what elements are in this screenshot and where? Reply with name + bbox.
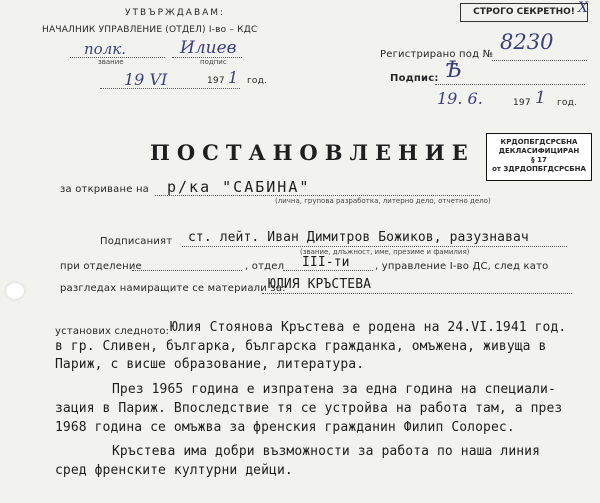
registration-label: Регистрирано под № — [380, 49, 494, 60]
document-title: ПОСТАНОВЛЕНИЕ — [150, 140, 475, 165]
chief-label: НАЧАЛНИК УПРАВЛЕНИЕ (ОТДЕЛ) I-во – КДС — [42, 25, 258, 35]
paragraph-1-line-2: зация в Париж. Впоследствие тя се устройва на работа там, а през — [55, 401, 563, 416]
department-tail: , управление I-во ДС, след като — [375, 261, 549, 272]
stamp-line-2: ДЕКЛАСИФИЦИРАН — [498, 147, 580, 155]
department-label: при отделение — [60, 261, 142, 272]
department-section-label: , отдел — [245, 261, 285, 272]
approval-year-suffix: год. — [247, 76, 268, 86]
registration-year-prefix: 197 — [513, 98, 531, 108]
punch-hole — [6, 283, 24, 299]
signature-label: Подпис: — [390, 73, 439, 84]
opening-line — [155, 195, 480, 196]
margin-mark: X — [578, 0, 588, 16]
department-section-value: III-ти — [302, 255, 350, 270]
paragraph-1-line-1: През 1965 година е изпратена за една година на специали- — [112, 382, 556, 397]
opening-caption: (лична, групова разработка, литерно дело, отчетно дело) — [275, 197, 491, 205]
established-line-1: Юлия Стоянова Кръстева е родена на 24.VI.1941 год. — [170, 320, 567, 335]
established-line-2: в гр. Сливен, българка, българска гражданка, омъжена, живуща в — [55, 339, 547, 354]
registration-year-suffix: год. — [557, 98, 578, 108]
rank-caption: звание — [98, 58, 124, 66]
established-label: установих следното: — [55, 326, 170, 337]
declassification-stamp — [486, 133, 592, 181]
opening-value: р/ка "САБИНА" — [167, 178, 311, 196]
signer-label: Подписаният — [100, 236, 173, 247]
stamp-line-4: от ЗДРДОПБГДСРСБНА — [492, 165, 586, 173]
approval-year-prefix: 197 — [207, 76, 225, 86]
section-line — [283, 270, 373, 271]
stamp-line-3: § 17 — [531, 156, 547, 164]
signer-caption: (звание, длъжност, име, презиме и фамилия) — [300, 248, 470, 256]
rank-handwriting: полк. — [84, 40, 126, 58]
approval-date: 19 VI — [124, 70, 168, 89]
paragraph-2-line-1: Кръстева има добри възможности за работа по наша линия — [112, 444, 541, 459]
approval-date-line — [100, 88, 240, 89]
sig-caption: подпис — [200, 58, 227, 66]
department-line — [132, 270, 242, 271]
opening-label: за откриване на — [60, 184, 150, 195]
approval-year-digit: 1 — [228, 68, 239, 87]
registration-year-digit: 1 — [535, 88, 546, 108]
registration-number: 8230 — [500, 30, 554, 54]
approver-signature: Илиев — [180, 38, 237, 58]
stamp-line-1: КРДОПБГДСРСБНА — [500, 138, 578, 146]
materials-line — [262, 293, 572, 294]
materials-label: разгледах намиращите се материали за: — [60, 283, 286, 294]
classification-label: СТРОГО СЕКРЕТНО! — [460, 3, 588, 22]
registration-date: 19. 6. — [437, 89, 483, 108]
paragraph-1-line-3: 1968 година се омъжва за френския гражданин Филип Солорес. — [55, 420, 515, 435]
established-line-3: Париж, с висше образование, литература. — [55, 357, 365, 372]
paragraph-2-line-2: сред френските културни дейци. — [55, 463, 293, 478]
signature-line — [435, 84, 585, 85]
signer-value: ст. лейт. Иван Димитров Божиков, разузнавач — [188, 230, 529, 245]
signer-line — [182, 246, 567, 247]
approve-label: УТВЪРЖДАВАМ: — [125, 8, 226, 18]
registrar-signature: Ѣ — [445, 58, 462, 83]
materials-value: ЮЛИЯ КРЪСТЕВА — [268, 277, 372, 292]
registration-line — [492, 60, 587, 61]
